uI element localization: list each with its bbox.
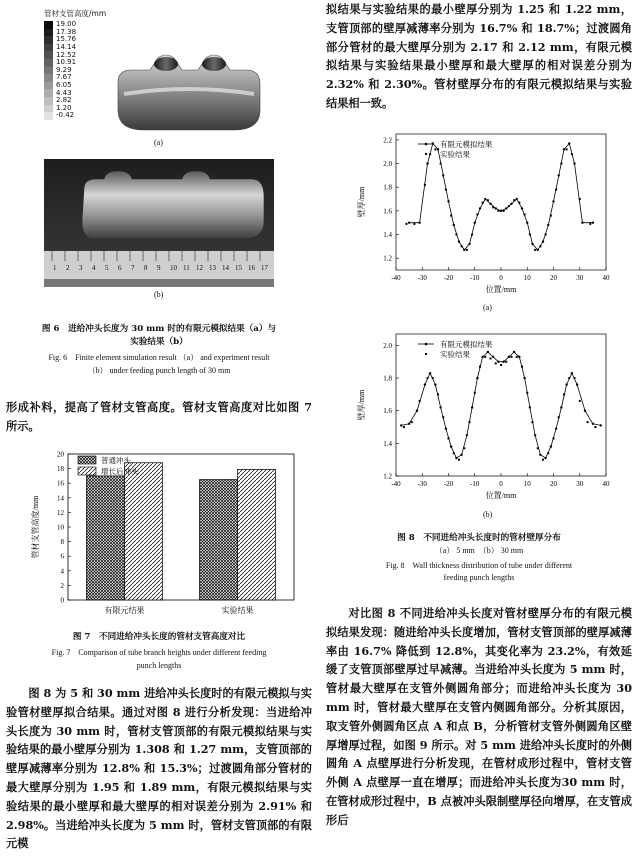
- experiment-point: [503, 210, 505, 212]
- fig7-caption-cn: 图 7 不同进给冲头长度的管材支管高度对比: [72, 632, 246, 642]
- experiment-point: [537, 447, 539, 449]
- x-tick-label: -10: [470, 274, 480, 282]
- fig7-caption-en-line2: punch lengths: [136, 660, 182, 670]
- experiment-point: [482, 202, 484, 204]
- experiment-point: [497, 210, 499, 212]
- experiment-point: [574, 377, 576, 379]
- fig7-caption-en-line1: Fig. 7 Comparison of tube branch heights under different feeding: [51, 648, 267, 657]
- series-point: [460, 454, 462, 456]
- legend-swatch: [44, 82, 53, 90]
- bar: [200, 480, 238, 600]
- y-tick-label: 1.2: [383, 254, 392, 263]
- experiment-point: [553, 437, 555, 439]
- legend-value: 2.82: [56, 96, 72, 105]
- series-point: [479, 207, 481, 209]
- legend-swatch: [44, 97, 53, 105]
- experiment-point: [529, 234, 531, 236]
- y-tick-label: 2.2: [383, 136, 392, 145]
- experiment-point: [411, 421, 413, 423]
- series-point: [408, 423, 410, 425]
- series-point: [400, 424, 402, 426]
- series-point: [502, 361, 504, 363]
- fig6-legend-title: 管材支管高度/mm: [44, 9, 107, 18]
- legend-value: 12.52: [56, 50, 77, 59]
- y-tick-label: 12: [57, 508, 64, 517]
- x-tick-label: 10: [523, 480, 531, 488]
- fig6-fea-model: [114, 54, 264, 136]
- x-tick-label: -10: [470, 480, 480, 488]
- series-point: [453, 224, 455, 226]
- series-point: [521, 207, 523, 209]
- experiment-point: [539, 245, 541, 247]
- legend-value: -0.42: [56, 111, 75, 120]
- experiment-point: [461, 245, 463, 247]
- experiment-point: [413, 223, 415, 225]
- y-tick-label: 1.6: [383, 407, 392, 416]
- experiment-point: [424, 184, 426, 186]
- series-point: [429, 372, 431, 374]
- series-point: [544, 457, 546, 459]
- series-point: [458, 240, 460, 242]
- experiment-point: [595, 426, 597, 428]
- series-point: [445, 427, 447, 429]
- series-point: [518, 356, 520, 358]
- experiment-point: [445, 189, 447, 191]
- fig8-caption-cn: 图 8 不同进给冲头长度时的管材壁厚分布: [397, 533, 561, 543]
- series-point: [497, 361, 499, 363]
- legend-swatch: [44, 67, 53, 75]
- x-tick-label: -40: [391, 274, 401, 282]
- series-point: [539, 454, 541, 456]
- x-tick-label: 10: [523, 274, 531, 282]
- fig8-label-b: (b): [483, 510, 493, 519]
- series-point: [466, 434, 468, 436]
- series-point: [534, 434, 536, 436]
- series-line: [409, 144, 593, 250]
- series-point: [600, 424, 602, 426]
- series-point: [513, 351, 515, 353]
- y-tick-label: 1.2: [383, 472, 392, 481]
- legend-value: 9.29: [56, 65, 72, 74]
- experiment-point: [432, 377, 434, 379]
- experiment-point: [534, 249, 536, 251]
- series-point: [568, 142, 570, 144]
- series-point: [508, 356, 510, 358]
- series-point: [476, 377, 478, 379]
- x-tick-label: -30: [417, 480, 427, 488]
- y-tick-label: 18: [57, 465, 64, 474]
- experiment-point: [474, 392, 476, 394]
- fig8a-line-chart: [346, 126, 626, 302]
- y-tick-label: 1.4: [383, 231, 392, 240]
- experiment-point: [490, 357, 492, 359]
- fig6-caption-cn-line2: 实验结果（b）: [130, 337, 188, 347]
- series-point: [500, 210, 502, 212]
- legend-value: 17.38: [56, 27, 77, 36]
- fig8-caption: [326, 532, 632, 585]
- series-point: [516, 198, 518, 200]
- fig6-label-b: (b): [154, 290, 164, 299]
- series-point: [573, 162, 575, 164]
- x-tick-label: 30: [576, 274, 584, 282]
- experiment-point: [560, 163, 562, 165]
- experiment-point: [547, 452, 549, 454]
- ruler-number: 10: [170, 264, 177, 272]
- x-axis-label: 位置/mm: [485, 491, 517, 500]
- x-tick-label: -20: [443, 274, 454, 282]
- bar: [125, 463, 163, 600]
- experiment-point: [518, 202, 520, 204]
- y-tick-label: 1.8: [383, 374, 392, 383]
- fig6-legend-scale: [44, 21, 84, 120]
- series-point: [434, 383, 436, 385]
- series-point: [565, 383, 567, 385]
- x-tick-label: 40: [602, 480, 610, 488]
- x-tick-label: 30: [576, 480, 584, 488]
- legend-label: 实验结果: [440, 150, 470, 159]
- series-point: [442, 174, 444, 176]
- experiment-point: [508, 205, 510, 207]
- experiment-point: [542, 459, 544, 461]
- legend-marker: [425, 343, 428, 346]
- fig8-label-a: (a): [483, 303, 492, 312]
- experiment-point: [448, 437, 450, 439]
- series-point: [489, 203, 491, 205]
- series-point: [552, 200, 554, 202]
- experiment-point: [566, 148, 568, 150]
- experiment-point: [516, 356, 518, 358]
- ruler-number: 15: [235, 264, 242, 272]
- legend-swatch: [44, 21, 53, 29]
- ruler-number: 3: [79, 264, 83, 272]
- legend-value: 15.76: [56, 35, 77, 44]
- fig8-caption-en-line2: feeding punch lengths: [443, 573, 515, 582]
- series-point: [424, 383, 426, 385]
- right-paragraph-1: 拟结果与实验结果的最小壁厚分别为 1.25 和 1.22 mm，支管顶部的壁厚减薄率分别为 16.7% 和 18.7%；过渡圆角部分管材的最大壁厚分别为 2.17 和 2.12 mm，有限元模拟结果与实验结果最小壁厚和最大壁厚的相对误差分别为 2.32% 和 2.30%。管材壁厚分布的有限元模拟结果与实验结果相一致。: [326, 2, 632, 110]
- series-point: [495, 207, 497, 209]
- y-axis-label: 管材支管高度/mm: [31, 495, 40, 559]
- series-point: [555, 427, 557, 429]
- experiment-point: [469, 421, 471, 423]
- experiment-point: [471, 234, 473, 236]
- experiment-point: [487, 199, 489, 201]
- series-point: [550, 445, 552, 447]
- fig7-caption: [6, 631, 312, 672]
- right-paragraph-2: 对比图 8 不同进给冲头长度对管材壁厚分布的有限元模拟结果发现：随进给冲头长度增加，管材支管顶部的壁厚减薄率由 16.7% 降低到 12.8%，其变化率为 23.2%，有效延缓了支管顶部壁厚过早减薄。当进给冲头长度为 5 mm 时，管材最大壁厚在支管外侧圆角部分；而进给冲头长度为 30 mm 时，管材最大壁厚在支管内侧圆角部分。分析其原因，取支管外侧圆角区点 A 和点 B，分析管材支管外侧圆角区壁厚增厚过程，如图 9 所示。对 5 mm 进给冲头长度时的外侧圆角 A 点壁厚进行分析发现，在管材成形过程中，管材支管外侧 A 点壁厚一直在增厚；而进给冲头长度为30 mm 时，在管材成形过程中，B 点被冲头限制壁厚径向增厚，在支管成形后: [326, 606, 632, 827]
- fig6-experiment-photo: [44, 159, 274, 287]
- fig8b-line-chart: [346, 326, 626, 508]
- legend-swatch: [44, 89, 53, 97]
- series-point: [418, 221, 420, 223]
- legend-label: 有限元模拟结果: [440, 140, 493, 149]
- experiment-point: [427, 377, 429, 379]
- fig6-caption-en-line2: （b） under feeding punch length of 30 mm: [87, 365, 231, 375]
- legend-swatch: [78, 456, 96, 464]
- y-tick-label: 4: [60, 567, 64, 576]
- legend-swatch: [44, 74, 53, 82]
- experiment-point: [550, 215, 552, 217]
- legend-row: [44, 112, 84, 120]
- series-point: [447, 200, 449, 202]
- series-point: [468, 243, 470, 245]
- fig8-caption-sub: （a） 5 mm （b） 30 mm: [434, 546, 524, 555]
- series-point: [542, 240, 544, 242]
- series-point: [416, 410, 418, 412]
- series-point: [455, 457, 457, 459]
- y-tick-label: 0: [60, 596, 64, 605]
- y-tick-label: 14: [57, 494, 64, 503]
- y-tick-label: 2.0: [383, 160, 392, 169]
- series-point: [584, 410, 586, 412]
- experiment-point: [513, 199, 515, 201]
- series-point: [481, 356, 483, 358]
- ruler-number: 11: [183, 264, 190, 272]
- series-point: [529, 406, 531, 408]
- legend-swatch: [44, 36, 53, 44]
- experiment-point: [555, 189, 557, 191]
- y-tick-label: 1.6: [383, 207, 392, 216]
- legend-marker: [425, 153, 427, 155]
- series-point: [581, 221, 583, 223]
- experiment-point: [419, 400, 421, 402]
- experiment-point: [429, 153, 431, 155]
- series-point: [505, 207, 507, 209]
- experiment-point: [442, 416, 444, 418]
- experiment-point: [476, 213, 478, 215]
- legend-value: 19.00: [56, 20, 77, 29]
- legend-value: 14.14: [56, 43, 77, 52]
- x-tick-label: -20: [443, 480, 454, 488]
- y-tick-label: 2: [60, 581, 64, 590]
- x-tick-label: 20: [550, 480, 557, 488]
- experiment-point: [505, 361, 507, 363]
- y-tick-label: 2.0: [383, 341, 392, 350]
- ruler-number: 17: [261, 264, 268, 272]
- experiment-point: [532, 421, 534, 423]
- ruler-number: 8: [144, 264, 148, 272]
- fig6-caption-cn-line1: 图 6 进给冲头长度为 30 mm 时的有限元模拟结果（a）与: [41, 324, 277, 334]
- experiment-point: [500, 364, 502, 366]
- series-point: [487, 351, 489, 353]
- legend-value: 1.20: [56, 103, 72, 112]
- legend-swatch: [78, 467, 96, 475]
- series-point: [439, 406, 441, 408]
- experiment-point: [579, 198, 581, 200]
- bar: [87, 476, 125, 600]
- experiment-point: [450, 215, 452, 217]
- series-point: [471, 406, 473, 408]
- legend-label: 实验结果: [440, 350, 470, 359]
- x-tick-label: 20: [550, 274, 557, 282]
- series-point: [576, 383, 578, 385]
- y-tick-label: 8: [60, 538, 64, 547]
- experiment-point: [511, 356, 513, 358]
- legend-value: 7.67: [56, 73, 72, 82]
- experiment-point: [406, 223, 408, 225]
- x-tick-label: -40: [391, 480, 401, 488]
- series-line: [401, 352, 601, 458]
- series-point: [531, 243, 533, 245]
- experiment-point: [526, 392, 528, 394]
- plot-frame: [396, 334, 606, 476]
- y-tick-label: 20: [57, 450, 64, 459]
- fig6-legend: [44, 8, 107, 120]
- legend-swatch: [44, 105, 53, 113]
- y-tick-label: 6: [60, 552, 64, 561]
- ruler-number: 16: [248, 264, 255, 272]
- y-axis-label: 壁厚/mm: [357, 389, 366, 421]
- series-point: [474, 221, 476, 223]
- left-paragraph-2: 图 8 为 5 和 30 mm 进给冲头长度时的有限元模拟与实验管材壁厚拟合结果。通过对图 8 进行分析发现：当进给冲头长度为 30 mm 时，管材支管顶部的有限元模拟结果与实验结果的最小壁厚分别为 1.308 和 1.27 mm，支管顶部的壁厚减薄率分别为 12.8% 和 15.3%；过渡圆角部分管材的最大壁厚分别为 1.95 和 1.89 mm，有限元模拟结果与实验结果的最小壁厚和最大壁厚的相对误差分别为 2.91% 和 2.98%。当进给冲头长度为 5 mm 时，管材支管顶部的有限元模: [6, 686, 312, 851]
- series-point: [592, 221, 594, 223]
- experiment-point: [568, 377, 570, 379]
- experiment-point: [479, 366, 481, 368]
- y-tick-label: 1.8: [383, 183, 392, 192]
- legend-swatch: [44, 29, 53, 37]
- legend-value: 10.91: [56, 58, 77, 67]
- x-tick-label: -30: [417, 274, 427, 282]
- legend-label: 增长后冲头: [101, 467, 139, 476]
- y-tick-label: 16: [57, 479, 64, 488]
- experiment-point: [437, 393, 439, 395]
- ruler-number: 1: [53, 264, 57, 272]
- experiment-point: [453, 452, 455, 454]
- legend-swatch: [44, 51, 53, 59]
- legend-label: 有限元模拟结果: [440, 340, 493, 349]
- fig6-caption-en-line1: Fig. 6 Finite element simulation result （a） and experiment result: [48, 353, 270, 362]
- experiment-point: [571, 153, 573, 155]
- series-point: [537, 249, 539, 251]
- experiment-point: [434, 148, 436, 150]
- legend-marker: [425, 353, 427, 355]
- series-point: [558, 174, 560, 176]
- fig8-caption-en-line1: Fig. 8 Wall thickness distribution of tube under different: [385, 560, 573, 570]
- x-axis-label: 位置/mm: [485, 285, 517, 294]
- experiment-point: [492, 206, 494, 208]
- legend-value: 6.05: [56, 81, 72, 90]
- experiment-point: [495, 362, 497, 364]
- experiment-point: [545, 234, 547, 236]
- ruler-number: 2: [66, 264, 70, 272]
- y-tick-label: 10: [57, 523, 64, 532]
- experiment-point: [440, 163, 442, 165]
- series-point: [571, 372, 573, 374]
- ruler-number: 4: [92, 264, 96, 272]
- legend-swatch: [44, 112, 53, 120]
- fig6-label-a: (a): [154, 138, 163, 147]
- legend-swatch: [44, 44, 53, 52]
- series-point: [492, 356, 494, 358]
- ruler-number: 5: [105, 264, 109, 272]
- plot-frame: [396, 134, 606, 270]
- series-point: [437, 148, 439, 150]
- fig7-bar-chart: [24, 444, 304, 624]
- experiment-point: [466, 249, 468, 251]
- experiment-point: [521, 366, 523, 368]
- series-point: [592, 423, 594, 425]
- fig6-caption: [6, 323, 312, 377]
- series-point: [426, 162, 428, 164]
- x-category-label: 实验结果: [221, 606, 254, 615]
- experiment-point: [484, 356, 486, 358]
- series-point: [450, 445, 452, 447]
- y-axis-label: 壁厚/mm: [357, 186, 366, 218]
- experiment-point: [589, 223, 591, 225]
- series-point: [560, 406, 562, 408]
- ruler-number: 13: [209, 264, 216, 272]
- x-tick-label: 0: [499, 274, 503, 282]
- legend-label: 普通冲头: [101, 456, 131, 465]
- series-point: [510, 203, 512, 205]
- left-paragraph-1: 形成补料，提高了管材支管高度。管材支管高度对比如图 7 所示。: [6, 400, 312, 433]
- series-point: [484, 198, 486, 200]
- ruler-number: 12: [196, 264, 203, 272]
- series-point: [408, 221, 410, 223]
- experiment-point: [463, 447, 465, 449]
- experiment-point: [458, 459, 460, 461]
- series-point: [463, 249, 465, 251]
- legend-value: 4.43: [56, 88, 72, 97]
- experiment-point: [455, 234, 457, 236]
- experiment-point: [587, 421, 589, 423]
- x-tick-label: 0: [499, 480, 503, 488]
- x-tick-label: 40: [602, 274, 610, 282]
- ruler-number: 7: [131, 264, 135, 272]
- series-point: [547, 224, 549, 226]
- ruler-number: 9: [157, 264, 161, 272]
- experiment-point: [563, 393, 565, 395]
- legend-marker: [425, 143, 428, 146]
- ruler-number: 6: [118, 264, 122, 272]
- series-point: [563, 148, 565, 150]
- series-point: [526, 221, 528, 223]
- experiment-point: [403, 426, 405, 428]
- x-category-label: 有限元结果: [104, 606, 145, 615]
- ruler-number: 14: [222, 264, 229, 272]
- experiment-point: [579, 400, 581, 402]
- bar: [238, 469, 276, 600]
- series-point: [523, 377, 525, 379]
- experiment-point: [558, 416, 560, 418]
- legend-swatch: [44, 59, 53, 67]
- y-tick-label: 1.4: [383, 439, 392, 448]
- experiment-point: [524, 213, 526, 215]
